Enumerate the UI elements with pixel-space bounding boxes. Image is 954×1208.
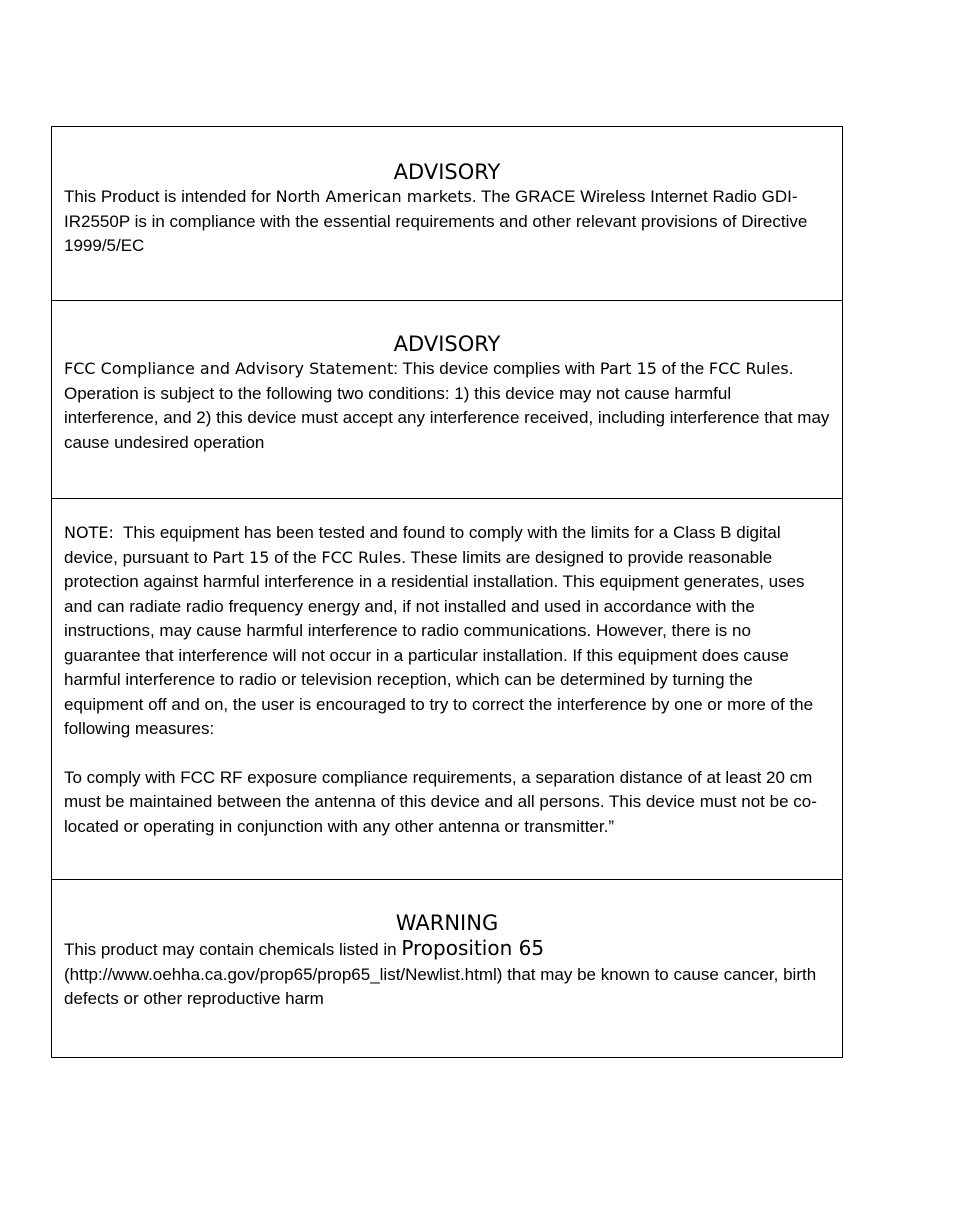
- fcc-statement-label: FCC Compliance and Advisory Statement: [64, 359, 394, 378]
- advisory-heading-2: ADVISORY: [393, 332, 501, 356]
- note-fcc-rules-ref: FCC Rules: [321, 547, 402, 567]
- note-part-15-ref: Part 15: [212, 547, 270, 567]
- fcc-rules-ref: FCC Rules: [708, 359, 789, 378]
- note-text-b: of the: [269, 547, 322, 567]
- proposition-65-ref: Proposition 65: [401, 936, 545, 960]
- advisory-heading-1: ADVISORY: [393, 160, 501, 184]
- note-text: [64, 521, 830, 742]
- note-label: NOTE:: [64, 523, 114, 542]
- north-american-markets: North American markets: [275, 187, 472, 206]
- advisory-section-1: [52, 127, 842, 301]
- warning-heading: WARNING: [395, 911, 499, 935]
- warning-text-b: (http://www.oehha.ca.gov/prop65/prop65_list/Newlist.html) that may be known to cause cancer, birth defects or other reproductive harm: [64, 964, 817, 1008]
- warning-text-a: This product may contain chemicals listed in: [64, 940, 402, 959]
- note-section: [52, 499, 842, 880]
- advisory-text-2: [64, 357, 830, 455]
- advisory-section-2: [52, 301, 842, 499]
- advisory-text-2-b: of the: [656, 359, 709, 378]
- warning-section: [52, 880, 842, 1057]
- advisory-text-1-b: . The GRACE Wireless Internet Radio GDI-IR2550P is in compliance with the essential requirements and other relevant provisions of Directive 1999/5/EC: [64, 187, 808, 255]
- notices-box: [51, 126, 843, 1058]
- advisory-text-1: [64, 185, 830, 259]
- note-text-c: . These limits are designed to provide reasonable protection against harmful interference in a residential installation. This equipment generates, uses and can radiate radio frequency energy and, if not installed and used in accordance with the instructions, may cause harmful interference to radio communications. However, there is no guarantee that interference will not occur in a particular installation. If this equipment does cause harmful interference to radio or television reception, which can be determined by turning the equipment off and on, the user is encouraged to try to correct the interference by one or more of the following measures:: [64, 547, 814, 738]
- warning-text: [64, 936, 830, 1012]
- note-text-a: This equipment has been tested and found to comply with the limits for a Class B digital device, pursuant to: [64, 523, 786, 567]
- part-15-ref: Part 15: [599, 359, 657, 378]
- advisory-text-2-a: : This device complies with: [393, 359, 600, 378]
- rf-exposure-text: To comply with FCC RF exposure compliance requirements, a separation distance of at least 20 cm must be maintained between the antenna of this device and all persons. This device must not be co-located or operating in conjunction with any other antenna or transmitter.”: [64, 767, 817, 836]
- advisory-text-2-c: . Operation is subject to the following two conditions: 1) this device may not cause harmful interference, and 2) this device must accept any interference received, including interference that may cause undesired operation: [64, 359, 830, 452]
- advisory-text-1-a: This Product is intended for: [64, 187, 276, 206]
